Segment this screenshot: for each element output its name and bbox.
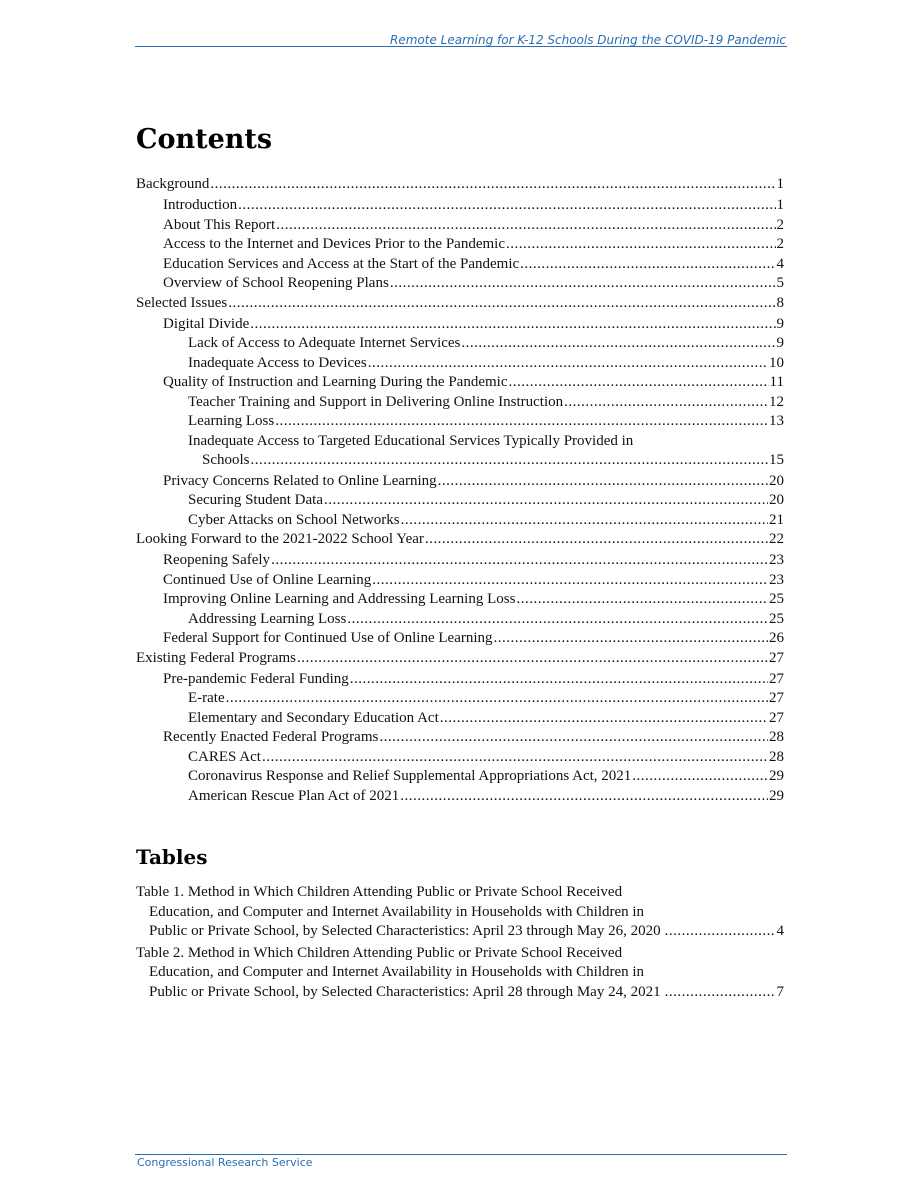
table-entry-1[interactable]: Table 1. Method in Which Children Attending Public or Private School Received Education, and Computer and Internet Availability in Households with Children in Public or Private School, by Selected Characteristics: April 23 through May 26, 2020 ..... 4 bbox=[136, 883, 784, 942]
toc-entry-access-prior[interactable]: Access to the Internet and Devices Prior to the Pandemic ..... 2 bbox=[136, 235, 784, 255]
toc-entry-targeted-services[interactable]: Inadequate Access to Targeted Educational Services Typically Provided in Schools ..... 15 bbox=[136, 432, 784, 471]
toc-entry-cares-act[interactable]: CARES Act ..... 28 bbox=[136, 748, 784, 768]
toc-entry-e-rate[interactable]: E-rate ..... 27 bbox=[136, 689, 784, 709]
toc-entry-privacy-concerns[interactable]: Privacy Concerns Related to Online Learning ..... 20 bbox=[136, 472, 784, 492]
footer-publisher: Congressional Research Service bbox=[137, 1156, 313, 1169]
toc-entry-continued-use[interactable]: Continued Use of Online Learning ..... 23 bbox=[136, 571, 784, 591]
list-of-tables bbox=[136, 883, 784, 1004]
toc-entry-internet-services[interactable]: Lack of Access to Adequate Internet Services ..... 9 bbox=[136, 334, 784, 354]
table-of-contents bbox=[136, 175, 784, 806]
toc-entry-existing-programs[interactable]: Existing Federal Programs ..... 27 bbox=[136, 649, 784, 669]
toc-entry-reopening-plans[interactable]: Overview of School Reopening Plans ..... 5 bbox=[136, 274, 784, 294]
toc-entry-reopening-safely[interactable]: Reopening Safely ..... 23 bbox=[136, 551, 784, 571]
toc-entry-selected-issues[interactable]: Selected Issues ..... 8 bbox=[136, 294, 784, 314]
toc-entry-teacher-training[interactable]: Teacher Training and Support in Delivering Online Instruction ..... 12 bbox=[136, 393, 784, 413]
toc-entry-quality-of-instruction[interactable]: Quality of Instruction and Learning During the Pandemic ..... 11 bbox=[136, 373, 784, 393]
toc-entry-devices[interactable]: Inadequate Access to Devices ..... 10 bbox=[136, 354, 784, 374]
toc-entry-addressing-learning-loss[interactable]: Addressing Learning Loss ..... 25 bbox=[136, 610, 784, 630]
toc-entry-improving-online[interactable]: Improving Online Learning and Addressing Learning Loss ..... 25 bbox=[136, 590, 784, 610]
toc-entry-recent-programs[interactable]: Recently Enacted Federal Programs ..... 28 bbox=[136, 728, 784, 748]
footer-rule bbox=[135, 1154, 787, 1155]
header-rule bbox=[135, 46, 787, 47]
table-entry-2[interactable]: Table 2. Method in Which Children Attending Public or Private School Received Education, and Computer and Internet Availability in Households with Children in Public or Private School, by Selected Characteristics: April 28 through May 24, 2021 ..... 7 bbox=[136, 944, 784, 1003]
toc-entry-securing-data[interactable]: Securing Student Data ..... 20 bbox=[136, 491, 784, 511]
toc-entry-education-services[interactable]: Education Services and Access at the Start of the Pandemic ..... 4 bbox=[136, 255, 784, 275]
toc-entry-learning-loss[interactable]: Learning Loss ..... 13 bbox=[136, 412, 784, 432]
toc-entry-crrsa[interactable]: Coronavirus Response and Relief Supplemental Appropriations Act, 2021 ..... 29 bbox=[136, 767, 784, 787]
contents-heading: Contents bbox=[136, 124, 273, 155]
toc-entry-pre-pandemic-funding[interactable]: Pre-pandemic Federal Funding ..... 27 bbox=[136, 670, 784, 690]
tables-heading: Tables bbox=[136, 845, 208, 869]
toc-entry-esea[interactable]: Elementary and Secondary Education Act ..... 27 bbox=[136, 709, 784, 729]
toc-entry-looking-forward[interactable]: Looking Forward to the 2021-2022 School Year ..... 22 bbox=[136, 530, 784, 550]
toc-entry-about-this-report[interactable]: About This Report ..... 2 bbox=[136, 216, 784, 236]
toc-entry-background[interactable]: Background ..... 1 bbox=[136, 175, 784, 195]
toc-entry-federal-support[interactable]: Federal Support for Continued Use of Online Learning ..... 26 bbox=[136, 629, 784, 649]
running-header: Remote Learning for K-12 Schools During the COVID-19 Pandemic bbox=[390, 33, 786, 47]
toc-entry-cyber-attacks[interactable]: Cyber Attacks on School Networks ..... 21 bbox=[136, 511, 784, 531]
toc-entry-digital-divide[interactable]: Digital Divide ..... 9 bbox=[136, 315, 784, 335]
toc-entry-arpa[interactable]: American Rescue Plan Act of 2021 ..... 29 bbox=[136, 787, 784, 807]
toc-entry-introduction[interactable]: Introduction ..... 1 bbox=[136, 196, 784, 216]
